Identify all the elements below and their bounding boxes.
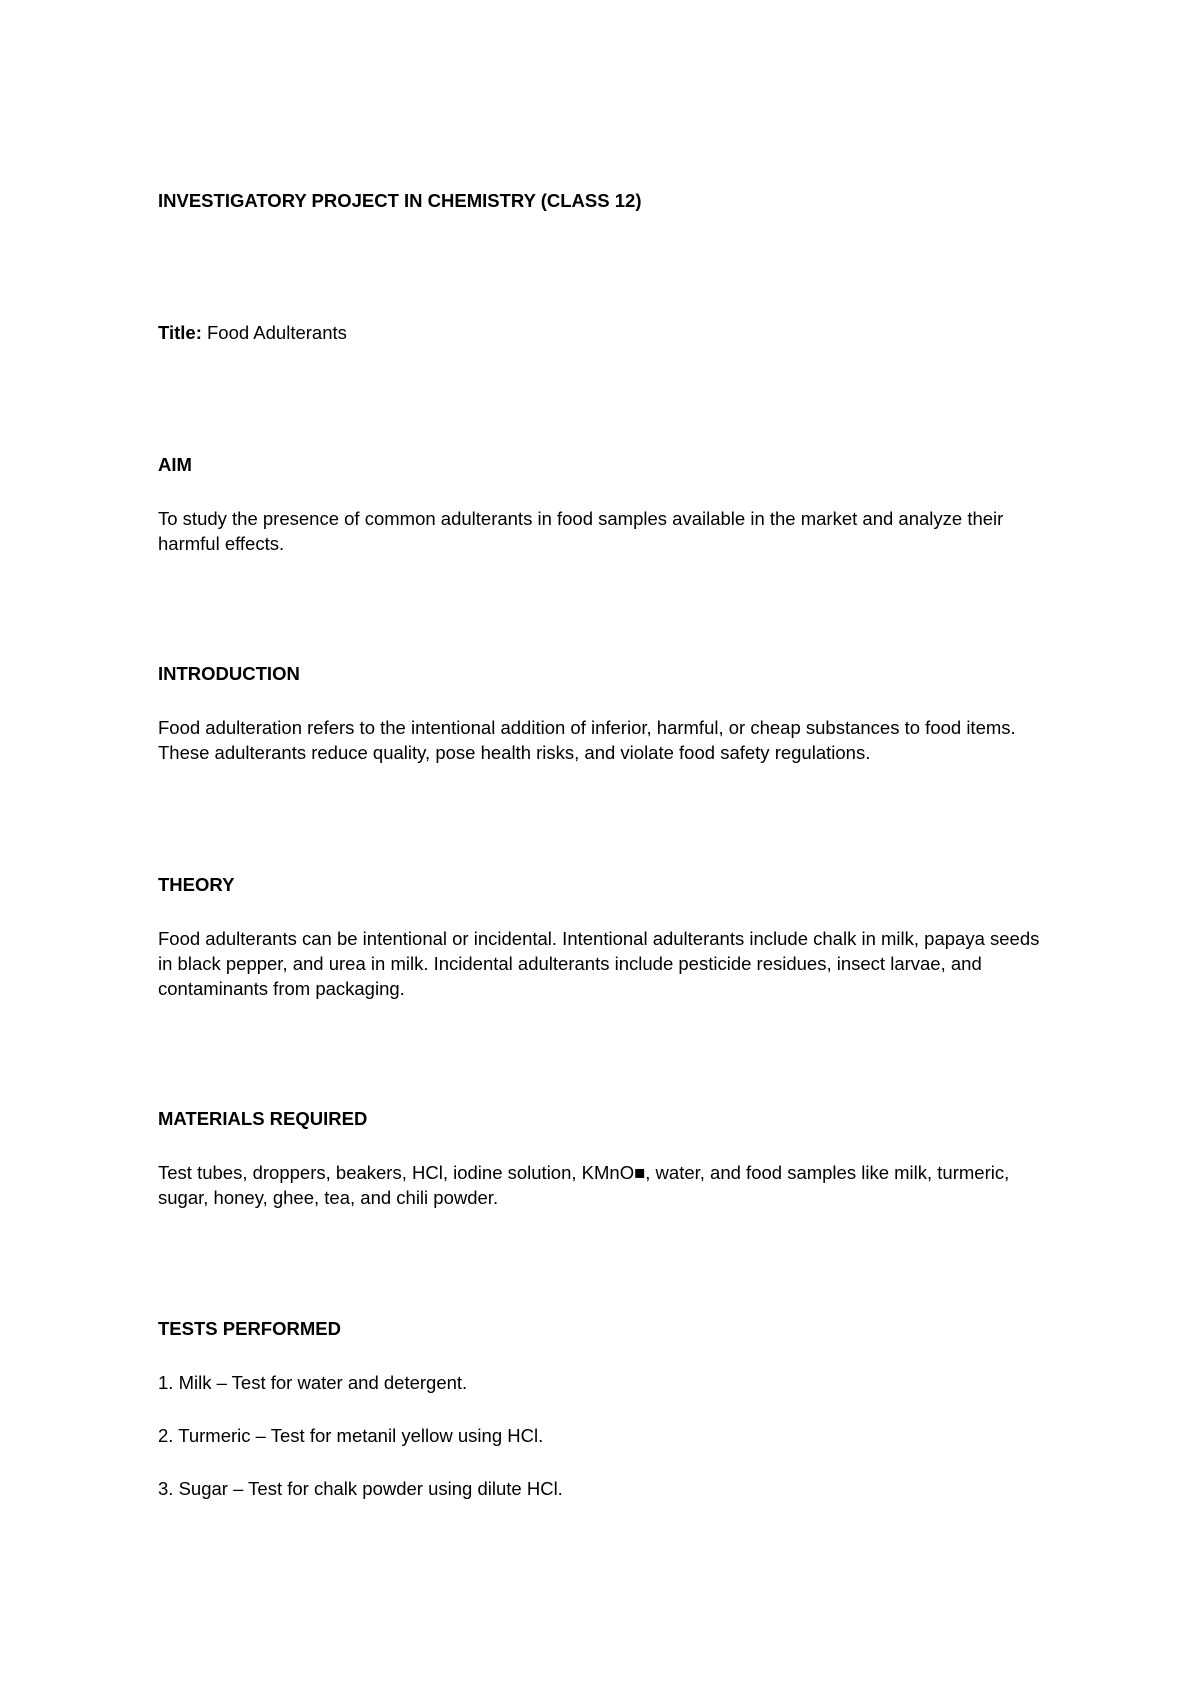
test-item: 1. Milk – Test for water and detergent. bbox=[158, 1372, 468, 1393]
theory-heading: THEORY bbox=[158, 874, 235, 895]
test-item: 2. Turmeric – Test for metanil yellow using HCl. bbox=[158, 1425, 544, 1446]
test-item: 3. Sugar – Test for chalk powder using dilute HCl. bbox=[158, 1478, 563, 1499]
document-header: INVESTIGATORY PROJECT IN CHEMISTRY (CLASS 12) bbox=[158, 190, 642, 211]
project-title bbox=[158, 320, 1058, 345]
introduction-heading: INTRODUCTION bbox=[158, 663, 300, 684]
aim-text: To study the presence of common adulterants in food samples available in the market and analyze their harmful effects. bbox=[158, 508, 1004, 554]
materials-text: Test tubes, droppers, beakers, HCl, iodine solution, KMnO■, water, and food samples like milk, turmeric, sugar, honey, ghee, tea, and chili powder. bbox=[158, 1162, 1010, 1208]
introduction-text: Food adulteration refers to the intentional addition of inferior, harmful, or cheap substances to food items. These adulterants reduce quality, pose health risks, and violate food safety regulations. bbox=[158, 717, 1016, 763]
title-label: Title: bbox=[158, 322, 202, 343]
aim-heading: AIM bbox=[158, 454, 192, 475]
tests-heading: TESTS PERFORMED bbox=[158, 1318, 341, 1339]
theory-text: Food adulterants can be intentional or incidental. Intentional adulterants include chalk in milk, papaya seeds in black pepper, and urea in milk. Incidental adulterants include pesticide residues, insect larvae, and contaminants from packaging. bbox=[158, 928, 1040, 999]
materials-heading: MATERIALS REQUIRED bbox=[158, 1108, 368, 1129]
title-value: Food Adulterants bbox=[207, 322, 347, 343]
